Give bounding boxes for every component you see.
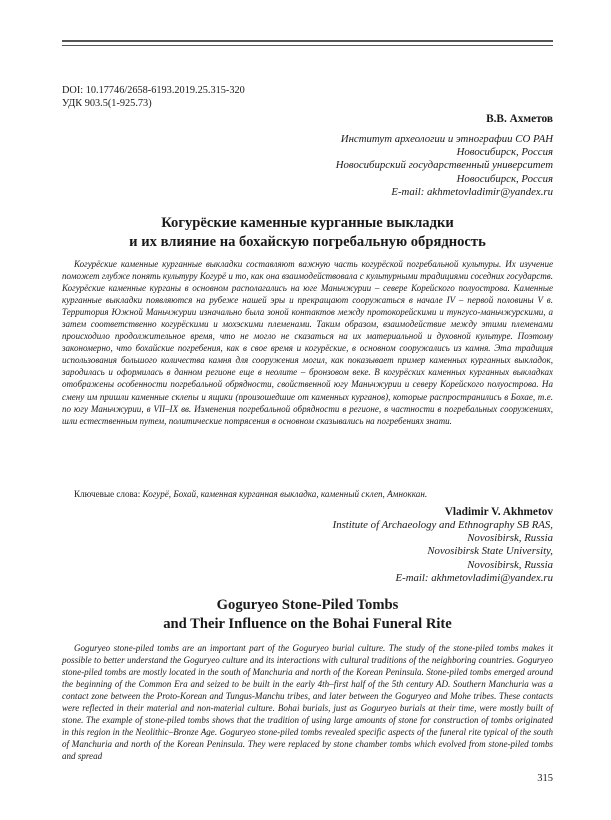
keywords-ru	[74, 488, 427, 500]
author-ru: В.В. Ахметов	[486, 113, 553, 125]
affiliation-line: Institute of Archaeology and Ethnography SB RAS,	[332, 519, 553, 531]
udk: УДК 903.5(1-925.73)	[62, 98, 152, 109]
abstract-ru	[62, 258, 553, 427]
keywords-label: Ключевые слова:	[74, 489, 141, 499]
affiliation-line: Институт археологии и этнографии СО РАН	[340, 133, 553, 145]
affiliation-line: Novosibirsk State University,	[427, 545, 553, 558]
header-rule-thin	[62, 45, 553, 46]
title-en	[62, 596, 553, 634]
page-number: 315	[537, 773, 553, 784]
title-line: Когурёские каменные курганные выкладки	[161, 215, 454, 231]
title-ru	[62, 214, 553, 252]
affiliation-en	[333, 519, 553, 585]
keywords-list: Когурё, Бохай, каменная курганная выкладка, каменный склеп, Амноккан.	[142, 489, 428, 499]
abstract-en	[62, 642, 553, 762]
affiliation-line: Novosibirsk, Russia	[467, 532, 553, 545]
affiliation-email: E-mail: akhmetovladimir@yandex.ru	[391, 185, 553, 198]
affiliation-line: Новосибирск, Россия	[456, 172, 553, 185]
header-rule-thick	[62, 40, 553, 42]
author-en: Vladimir V. Akhmetov	[444, 506, 553, 518]
title-line: и их влияние на бохайскую погребальную обрядность	[129, 234, 486, 250]
doi: DOI: 10.17746/2658-6193.2019.25.315-320	[62, 85, 245, 96]
affiliation-ru	[336, 133, 553, 199]
affiliation-line: Новосибирский государственный университет	[335, 159, 553, 172]
affiliation-line: Новосибирск, Россия	[456, 146, 553, 159]
title-line: and Their Influence on the Bohai Funeral Rite	[163, 616, 452, 632]
abstract-text: Когурёские каменные курганные выкладки составляют важную часть когурёской погребальной культуры. Их изучение поможет глубже понять культуру Когурё и то, как она взаимодействовала с культурными традициями соседних государств. Когурёские каменные курганы в основном располагались на юге Маньчжурии – севере Корейского полуострова. Каменные курганные выкладки появляются на рубеже нашей эры и прекращают сооружаться в начале IV – первой половины V в. Территория Южной Маньчжурии изначально была зоной контактов между протокорейскими и тунгусо-маньчжурскими, а затем соответственно когурёскими и мохэскими племенами. Таким образом, взаимодействие между этими племенами происходило продолжительное время, что не могло не сказаться на их материальной и духовной культуре. Поэтому закономерно, что бохайские погребения, как в свое время и когурёские, в основном сооружались из камня. Эта традиция использования большого количества камня для сооружения могил, как показывает пример каменных курганных выкладок, зародилась и оформилась в данном регионе еще в неолите – бронзовом веке. В когурёских каменных курганных выкладках отображены особенности погребальной обрядности, свойственной югу Маньчжурии и северу Корейского полуострова. На смену им пришли каменные склепы и ящики (произошедшие от каменных курганов), которые распространились в Бохае, т.е. по югу Маньчжурии, в VII–IX вв. Изменения погребальной обрядности в регионе, в частности в погребальных сооружениях, шли естественным путем, политические потрясения в основном сказывались на погребениях знати.	[62, 259, 553, 426]
affiliation-email: E-mail: akhmetovladimi@yandex.ru	[395, 571, 553, 584]
abstract-text: Goguryeo stone-piled tombs are an important part of the Goguryeo burial culture. The study of the stone-piled tombs makes it possible to better understand the Goguryeo culture and its interactions with cultural traditions of the neighboring countries. Goguryeo stone-piled tombs are mostly located in the south of Manchuria and north of the Korean Peninsula. Stone-piled tombs emerged around the beginning of the Common Era and seized to be built in the early 4th–first half of the 5th century AD. Southern Manchuria was a contact zone between the Proto-Korean and Tungus-Manchu tribes, and later between the Goguryeo and Mohe tribes. These contacts were reflected in their material and non-material culture. Bohai burials, just as Goguryeo burials at their time, were mostly built of stone. The example of stone-piled tombs shows that the tradition of using large amounts of stone for construction of tombs originated in this region in the Neolithic–Bronze Age. Goguryeo stone-piled tombs revealed specific aspects of the funeral rite typical of the south of Manchuria and north of the Korean Peninsula. They were replaced by stone chamber tombs which evolved from stone-piled tombs and spread	[62, 643, 553, 762]
affiliation-line: Novosibirsk, Russia	[467, 558, 553, 571]
title-line: Goguryeo Stone-Piled Tombs	[216, 597, 399, 613]
